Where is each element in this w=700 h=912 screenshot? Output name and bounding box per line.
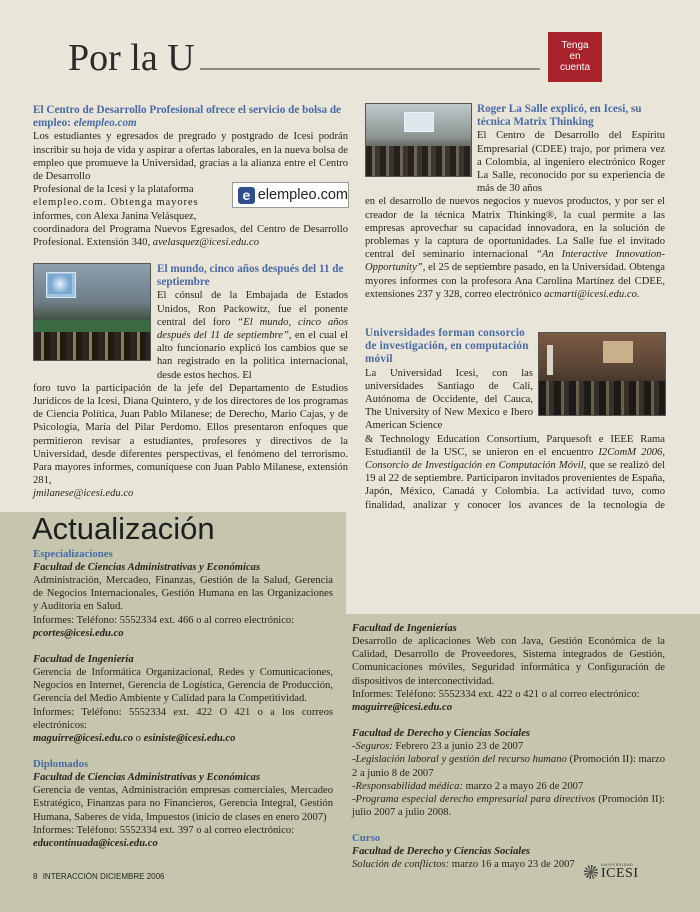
contact-email[interactable]: educontinuada@icesi.edu.co [33,838,158,850]
article-roger-lasalle: Roger La Salle explicó, en Icesi, su técnica Matrix Thinking El Centro de Desarrollo del Espíritu Empresarial (CDEE) trajo, por primera vez a Colombia, al ingeniero electrónico Roger La Salle, reconocido por su experiencia de más de 30 años en el desarrollo de nuevos negocios y nuevos productos, y por ser el creador de la técnica Matrix Thinking®, la cual permite a las empresas aprovechar su capacidad innovadora, en la solución de problemas y la captura de oportunidades. La Salle fue el invitado central del seminario internacional “An Interactive Innovation- Opportunity”, el 25 de septiembre pasado, en la Universidad. Obtenga myores informes con la profesora Ana Carolina Martínez del CDEE, extensiones 237 y 328, correo electrónico acmarti@icesi.edu.co. [365,103,665,300]
contact-email[interactable]: esiniste@icesi.edu.co [143,733,236,745]
article-11-septiembre: El mundo, cinco años después del 11 de septiembre El cónsul de la Embajada de Estados Unidos, Ron Packowitz, fue el ponente central del foro “El mundo, cinco años después del 11 de septiembre”, en el cual el alto funcionario explicó los cambios que se han registrado en la política internacional, desde estos hechos. El foro tuvo la participación de la jefe del Departamento de Estudios Jurídicos de la Icesi, Diana Quintero, y de los directores de los programas de Ciencia Política, Juan Pablo Milanese; de Derecho, Mario Cajas, y de Psicología, María del Pilar Perdomo. Ellos presentaron enfoques que permitieron revisar a estudiantes, profesores y directivos de la Universidad, desde diferentes perspectivas, el fenómeno del terrorismo. Para mayores informes, comuníquese con Juan Pablo Milanese, extensión 281, jmilanese@icesi.edu.co [33,263,348,500]
tenga-en-cuenta-tab: Tenga en cuenta [548,32,602,82]
article-column-overlap [346,512,700,614]
icesi-logo: UNIVERSIDAD ICESI [584,862,642,882]
article-body: Los estudiantes y egresados de pregrado y postgrado de Icesi podrán inscribir su hoja de vida y aspirar a ofertas laborales, en la nueva bolsa de empleo que promueve la Universidad, gracias a la alianza entre el Centro de Desarrollo [33,131,348,183]
article-headline: Roger La Salle explicó, en Icesi, su técnica Matrix Thinking [477,103,642,129]
issue-label: INTERACCIÓN DICIEMBRE 2006 [42,872,165,881]
article-headline: El mundo, cinco años después del 11 de septiembre [157,263,344,289]
contact-email[interactable]: acmarti@icesi.edu.co. [544,288,640,300]
elempleo-logo: e elempleo.com [232,182,349,208]
article-consorcio: Universidades forman consorcio de investigación, en computación móvil La Universidad Icesi, con las universidades Santiago de Cali, Autónoma de Occidente, del Cauca, The University of New Mexico e Ibero American Science & Technology Education Consortium, Parquesoft e IEEE Rama Estudiantil de la USC, se unieron en el encuentro I2ComM 2006, Consorcio de Investigación en Computación Móvil, que se realizó del 19 al 22 de septiembre. Participaron invitados provenientes de España, Japón, México, Canadá y Colombia. La actividad tuvo, como finalidad, analizar y conocer los avances de la tecnología de [365,327,665,578]
contact-email[interactable]: maguirre@icesi.edu.co [352,702,453,714]
contact-email[interactable]: jmilanese@icesi.edu.co [33,488,134,500]
contact-email[interactable]: pcortes@icesi.edu.co [33,627,124,639]
actualizacion-left-column: Especializaciones Facultad de Ciencias Administrativas y Económicas Administración, Mercadeo, Finanzas, Gestión de la Salud, Gerencia de Negocios Internacionales, Gestión Humana en las Organizaciones y Auditoria en Salud. Informes: Teléfono: 5552334 ext. 466 o al correo electrónico: pcortes@icesi.edu.co Facultad de Ingeniería Gerencia de Informática Organizacional, Redes y Comunicaciones, Negocios en Internet, Gerencia de Logística, Gerencia de Producción, Gerencia del Medio Ambiente y Calidad para la Competitividad. Informes: Teléfono: 5552334 ext. 422 O 421 o a los correos electrónicos: maguirre@icesi.edu.co o esiniste@icesi.edu.co Diplomados Facultad de Ciencias Administrativas y Económicas Gerencia de ventas, Administración empresas comerciales, Mercadeo Estratégico, Finanzas para no Financieros, Gerencia Integral, Gestión Humana, Saberes de vida, Impuestos (inicio de clases en enero 2007) Informes: Teléfono: 5552334 ext. 397 o al correo electrónico: educontinuada@icesi.edu.co [33,548,333,850]
page-title: Por la U [68,37,195,79]
list-item: -Programa especial derecho empresarial para directivos (Promoción II): julio 2007 a julio 2008. [352,794,665,819]
title-rule [200,68,540,70]
article-headline: Universidades forman consorcio de investigación, en computación móvil [365,327,529,366]
article-headline: El Centro de Desarrollo Profesional ofrece el servicio de bolsa de empleo: elempleo.com [33,104,342,130]
contact-email[interactable]: avelasquez@icesi.edu.co [152,237,259,249]
actualizacion-title: Actualización [32,511,215,546]
page-footer [33,872,165,882]
diplomados-label: Diplomados [33,758,89,771]
list-item: -Responsabilidad médica: marzo 2 a mayo 26 de 2007 [352,780,584,792]
list-item: -Legislación laboral y gestión del recurso humano (Promoción II): marzo 2 a junio 8 de 2007 [352,754,665,779]
article-elempleo: El Centro de Desarrollo Profesional ofrece el servicio de bolsa de empleo: elempleo.com Los estudiantes y egresados de pregrado y postgrado de Icesi podrán inscribir su hoja de vida y aspirar a ofertas laborales, en la nueva bolsa de empleo que promueve la Universidad, gracias a la alianza entre el Centro de Desarrollo Profesional de la Icesi y la plataforma elempleo.com. Obtenga mayores informes, con Alexa Janina Velásquez, coordinadora del Programa Nuevos Egresados, del Centro de Desarrollo Profesional. Extensión 340, avelasquez@icesi.edu.co [33,104,348,249]
contact-email[interactable]: maguirre@icesi.edu.co [33,733,134,745]
list-item: -Seguros: Febrero 23 a junio 23 de 2007 [352,741,524,753]
page-number: 8 [33,872,38,881]
curso-label: Curso [352,832,381,845]
actualizacion-right-column: Facultad de Ingenierías Desarrollo de aplicaciones Web con Java, Gestión Económica de la Calidad, Desarrollo de Proveedores, Sistema integrados de Gestión, Comunicaciones móviles, Seguridad informática y Configuración de dispositivos de interconectividad. Informes: Teléfono: 5552334 ext. 422 o 421 o al correo electrónico: maguirre@icesi.edu.co Facultad de Derecho y Ciencias Sociales -Seguros: Febrero 23 a junio 23 de 2007 -Legislación laboral y gestión del recurso humano (Promoción II): marzo 2 a junio 8 de 2007 -Responsabilidad médica: marzo 2 a mayo 26 de 2007 -Programa especial derecho empresarial para directivos (Promoción II): julio 2007 a julio 2008. Curso Facultad de Derecho y Ciencias Sociales Solución de conflictos: marzo 16 a mayo 23 de 2007 [352,623,665,871]
elempleo-logo-mark: e [238,187,255,204]
icesi-logo-mark [584,865,598,879]
especializaciones-label: Especializaciones [33,548,113,560]
